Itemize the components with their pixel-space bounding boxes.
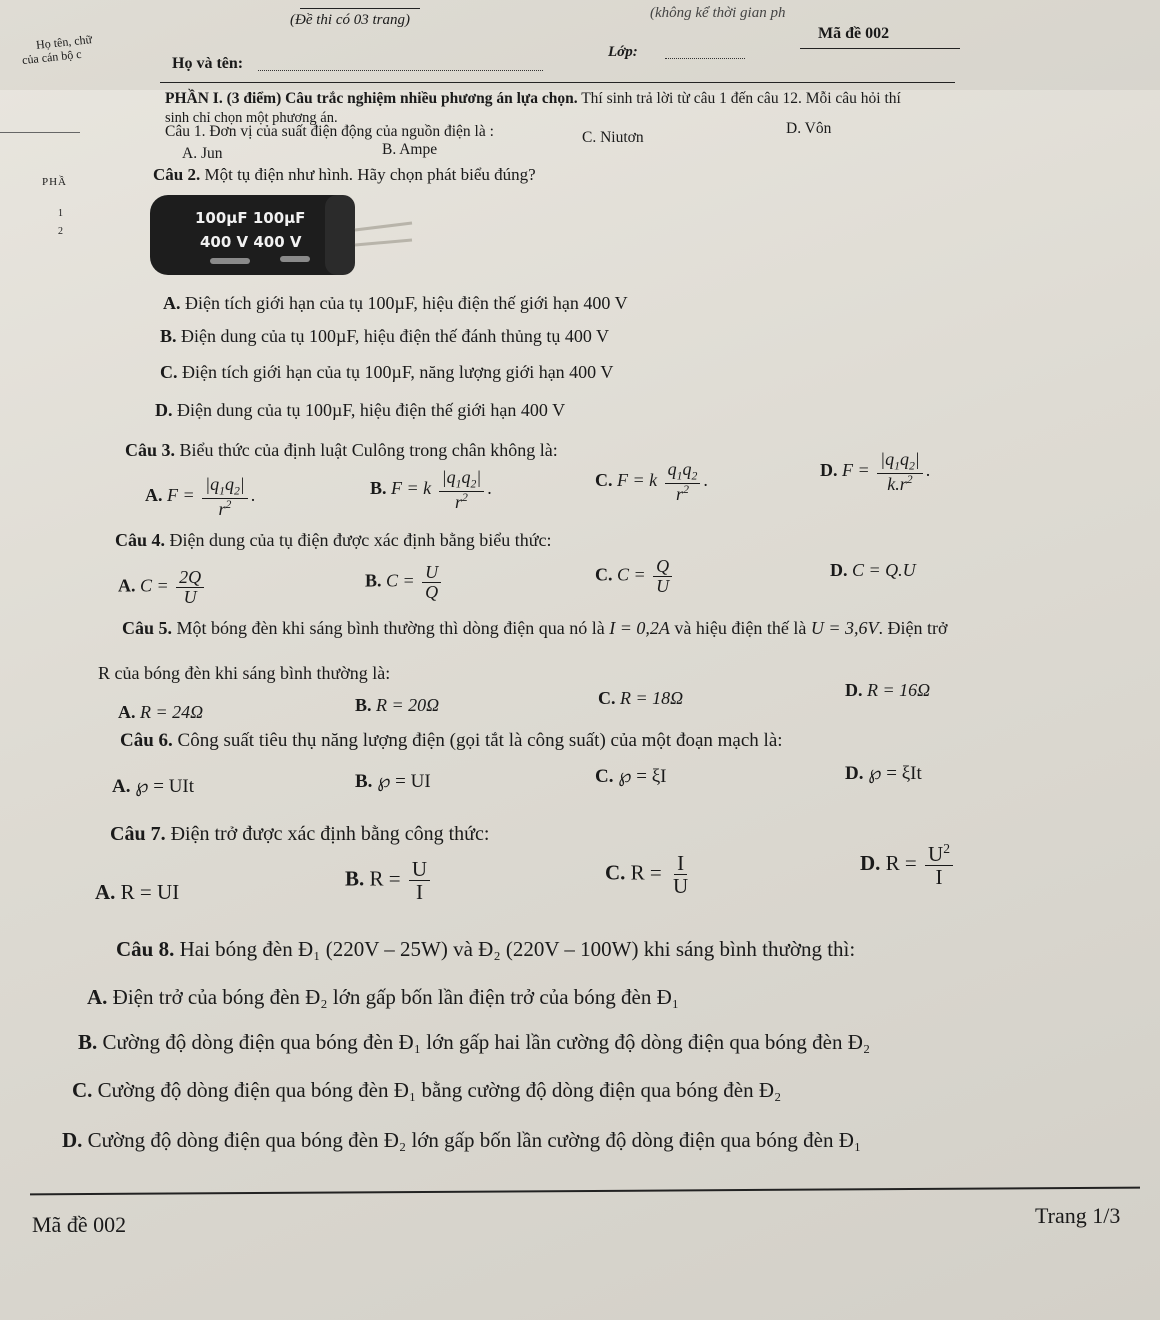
q3-stem: Câu 3. Biểu thức của định luật Culông trong chân không là: <box>125 440 558 460</box>
q7-option-a: A. R = UI <box>95 880 180 904</box>
margin-mark-2: 2 <box>58 226 63 237</box>
class-field <box>665 58 745 59</box>
q1-option-a: A. Jun <box>182 145 223 162</box>
q1-option-c: C. Niutơn <box>582 129 644 146</box>
q7-option-c: C. R = $\frac{I}{U}$ <box>605 851 689 899</box>
q5-option-c: C. R = 18Ω <box>598 688 684 708</box>
q4-option-d: D. C = Q.U <box>830 560 916 580</box>
q2-option-d: D. Điện dung của tụ 100µF, hiệu điện thế giới hạn 400 V <box>155 400 566 420</box>
q3-option-c: C. F = k $\frac{q_1q_2}{r^2}$ . <box>595 459 708 504</box>
q8-option-d: D. Cường độ dòng điện qua bóng đèn Đ₂ lớn gấp bốn lần cường độ dòng điện qua bóng đèn Đ₁ <box>62 1128 862 1152</box>
part1-title: PHẦN I. (3 điểm) Câu trắc nghiệm nhiều phương án lựa chọn. Thí sinh trả lời từ câu 1 đến câu 12. Mỗi câu hỏi thí <box>165 90 901 107</box>
q3-option-d: D. F = $\frac{|q_1q_2|}{k.r^2}$ . <box>820 449 931 494</box>
exam-code-header: Mã đề 002 <box>818 25 890 42</box>
side-note-2: của cán bộ c <box>21 46 83 68</box>
q8-option-b: B. Cường độ dòng điện qua bóng đèn Đ₁ lớn gấp hai lần cường độ dòng điện qua bóng đèn Đ₂ <box>78 1030 871 1054</box>
q5-option-b: B. R = 20Ω <box>355 695 440 715</box>
capacitor-label-2: 400 V 400 V <box>200 233 302 251</box>
side-note-1: Họ tên, chữ <box>35 32 93 52</box>
q2-stem: Câu 2. Một tụ điện như hình. Hãy chọn phát biểu đúng? <box>153 165 536 184</box>
q4-option-c: C. C = $\frac{Q}{U}$ <box>595 557 675 596</box>
q7-stem: Câu 7. Điện trở được xác định bằng công thức: <box>110 823 490 845</box>
q5-option-a: A. R = 24Ω <box>118 702 204 722</box>
q6-option-a: A. ℘ = UIt <box>112 776 195 797</box>
q3-option-a: A. F = $\frac{|q_1q_2|}{r^2}$ . <box>145 474 256 519</box>
q6-stem: Câu 6. Công suất tiêu thụ năng lượng điện (gọi tắt là công suất) của một đoạn mạch là: <box>120 730 783 751</box>
q1-option-d: D. Vôn <box>786 120 832 137</box>
q4-stem: Câu 4. Điện dung của tụ điện được xác định bằng biểu thức: <box>115 530 552 550</box>
q6-option-d: D. ℘ = ξIt <box>845 763 922 784</box>
footer-exam-code: Mã đề 002 <box>32 1212 127 1237</box>
time-note: (không kể thời gian ph <box>650 5 786 21</box>
margin-mark-1: 1 <box>58 208 63 219</box>
q6-option-c: C. ℘ = ξI <box>595 766 667 787</box>
q2-option-c: C. Điện tích giới hạn của tụ 100µF, năng lượng giới hạn 400 V <box>160 362 614 382</box>
part1-title-line2: sinh chỉ chọn một phương án. <box>165 110 338 126</box>
q5-stem-line2: R của bóng đèn khi sáng bình thường là: <box>98 663 391 683</box>
footer-page-number: Trang 1/3 <box>1035 1203 1121 1228</box>
q6-option-b: B. ℘ = UI <box>355 771 431 792</box>
q2-option-b: B. Điện dung của tụ 100µF, hiệu điện thế đánh thủng tụ 400 V <box>160 326 610 346</box>
capacitor-label-1: 100µF 100µF <box>195 209 306 227</box>
name-label: Họ và tên: <box>172 55 244 72</box>
q2-option-a: A. Điện tích giới hạn của tụ 100µF, hiệu điện thế giới hạn 400 V <box>163 293 628 313</box>
q5-option-d: D. R = 16Ω <box>845 680 931 700</box>
q7-option-d: D. R = $\frac{U^2}{I}$ <box>860 842 956 888</box>
pages-note: (Đề thi có 03 trang) <box>290 12 410 28</box>
q3-option-b: B. F = k $\frac{|q_1q_2|}{r^2}$ . <box>370 467 492 512</box>
class-label: Lớp: <box>608 44 638 60</box>
q8-option-c: C. Cường độ dòng điện qua bóng đèn Đ₁ bằng cường độ dòng điện qua bóng đèn Đ₂ <box>72 1078 782 1102</box>
q5-stem: Câu 5. Một bóng đèn khi sáng bình thường thì dòng điện qua nó là I = 0,2A và hiệu điện thế là U = 3,6V. Điện trở <box>122 618 948 638</box>
margin-text: PHẦ <box>42 176 68 188</box>
q8-option-a: A. Điện trở của bóng đèn Đ₂ lớn gấp bốn lần điện trở của bóng đèn Đ₁ <box>87 985 680 1009</box>
q1-stem: Câu 1. Đơn vị của suất điện động của nguồn điện là : <box>165 123 494 140</box>
q4-option-a: A. C = $\frac{2Q}{U}$ <box>118 568 207 607</box>
name-field <box>258 70 543 71</box>
q1-option-b: B. Ampe <box>382 141 438 158</box>
q8-stem: Câu 8. Hai bóng đèn Đ₁ (220V – 25W) và Đ₂ (220V – 100W) khi sáng bình thường thì: <box>116 937 856 961</box>
q4-option-b: B. C = $\frac{U}{Q}$ <box>365 563 444 602</box>
capacitor-image <box>150 190 420 295</box>
q7-option-b: B. R = $\frac{U}{I}$ <box>345 858 433 903</box>
